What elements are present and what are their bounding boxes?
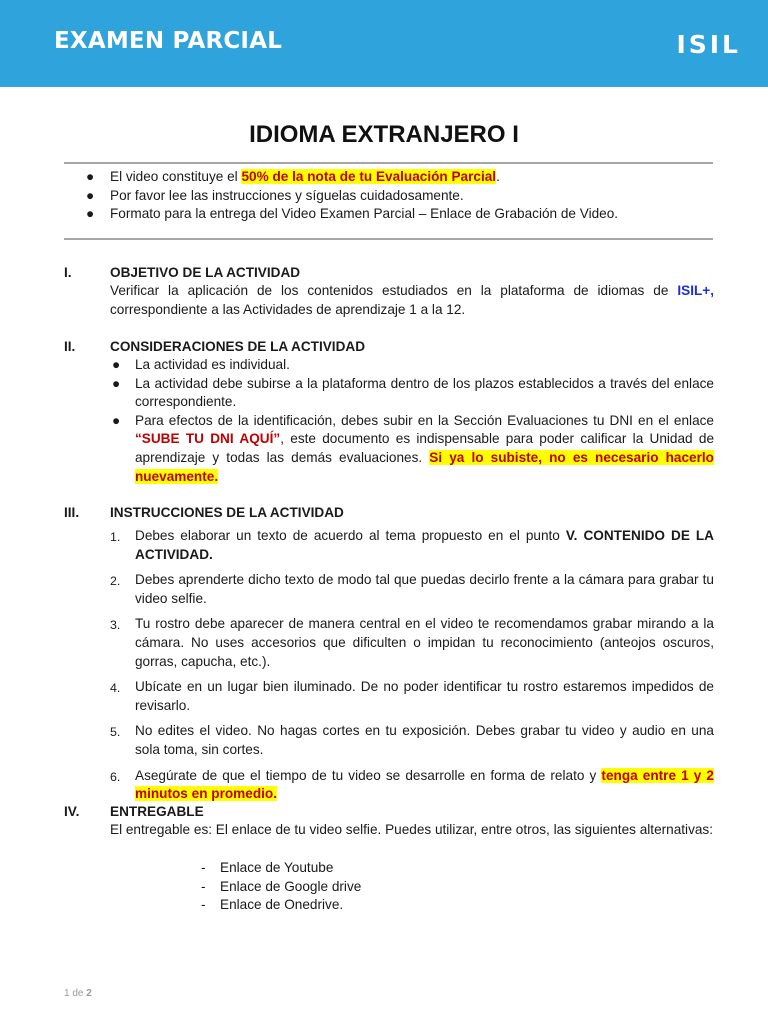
bullet-icon: ● — [112, 375, 121, 391]
item-number: 4. — [110, 681, 121, 696]
dash-icon: - — [201, 878, 206, 894]
list-item: ● Formato para la entrega del Video Examen Parcial – Enlace de Grabación de Video. — [86, 205, 716, 224]
isil-plus-link: ISIL+, — [677, 283, 714, 298]
list-item: - Enlace de Onedrive. — [198, 896, 361, 915]
section-heading: INSTRUCCIONES DE LA ACTIVIDAD — [110, 505, 344, 520]
header-title: EXAMEN PARCIAL — [54, 28, 283, 54]
section-body: Verificar la aplicación de los contenidos estudiados en la plataforma de idiomas de ISIL+, correspondiente a las Actividades de aprendizaje 1 a la 12. — [110, 283, 714, 317]
item-number: 6. — [110, 769, 121, 784]
item-number: 5. — [110, 725, 121, 740]
dash-icon: - — [201, 860, 206, 875]
intro-list — [86, 168, 716, 224]
section-number: IV. — [64, 804, 80, 819]
list-item: 2. Debes aprenderte dicho texto de modo tal que puedas decirlo frente a la cámara para grabar tu video selfie. — [110, 572, 714, 606]
header-banner — [0, 0, 768, 87]
section-heading: ENTREGABLE — [110, 804, 204, 819]
highlight: tenga entre 1 y 2 minutos en promedio. — [135, 767, 714, 802]
list-item: 6. Asegúrate de que el tiempo de tu video se desarrolle en forma de relato y tenga entre 1 y 2 minutos en promedio. — [110, 767, 714, 802]
list-item: 4. Ubícate en un lugar bien iluminado. De no poder identificar tu rostro estaremos impedidos de revisarlo. — [110, 679, 714, 713]
isil-logo: ISIL — [676, 30, 741, 59]
list-item: ● La actividad debe subirse a la plataforma dentro de los plazos establecidos a través del enlace correspondiente. — [112, 375, 714, 410]
considerations-list — [110, 356, 714, 486]
list-item: 3. Tu rostro debe aparecer de manera central en el video te recomendamos grabar mirando a la cámara. No uses accesorios que dificulten o impidan tu reconocimiento (anteojos oscuros, gorras, capucha, etc.). — [110, 616, 714, 669]
page-indicator: 1 de 2 — [64, 988, 92, 999]
highlight: 50% de la nota de tu Evaluación Parcial — [241, 169, 497, 184]
divider-bottom — [64, 238, 713, 240]
instructions-list — [110, 527, 714, 811]
item-number: 1. — [110, 530, 121, 544]
list-item: - Enlace de Youtube — [198, 859, 361, 878]
divider-top — [64, 162, 713, 164]
section-number: I. — [64, 265, 72, 280]
highlight: Si ya lo subiste, no es necesario hacerlo nuevamente. — [135, 449, 714, 484]
list-item: ● Por favor lee las instrucciones y síguelas cuidadosamente. — [86, 187, 716, 206]
list-item: ● El video constituye el 50% de la nota de tu Evaluación Parcial. — [86, 168, 716, 187]
bullet-icon: ● — [86, 206, 95, 222]
bullet-icon: ● — [112, 412, 121, 428]
list-item: ● Para efectos de la identificación, debes subir en la Sección Evaluaciones tu DNI en el enlace “SUBE TU DNI AQUÍ”, este documento es indispensable para poder calificar la Unidad de aprendizaje y todas las demás evaluaciones. Si ya lo subiste, no es necesario hacerlo nuevamente. — [112, 412, 715, 484]
section-number: II. — [64, 339, 76, 354]
bullet-icon: ● — [86, 187, 95, 203]
dash-icon: - — [201, 897, 206, 913]
bullet-icon: ● — [86, 169, 95, 184]
list-item: ● La actividad es individual. — [110, 356, 714, 375]
item-number: 3. — [110, 618, 121, 633]
section-body: El entregable es: El enlace de tu video selfie. Puedes utilizar, entre otros, las siguientes alternativas: — [110, 822, 714, 837]
section-number: III. — [64, 505, 80, 520]
document-title: IDIOMA EXTRANJERO I — [249, 121, 519, 148]
list-item: 1. Debes elaborar un texto de acuerdo al tema propuesto en el punto V. CONTENIDO DE LA ACTIVIDAD. — [110, 528, 714, 562]
delivery-options-list — [198, 859, 361, 915]
item-number: 2. — [110, 574, 121, 589]
bullet-icon: ● — [112, 357, 121, 372]
section-heading: CONSIDERACIONES DE LA ACTIVIDAD — [110, 339, 366, 354]
section-heading: OBJETIVO DE LA ACTIVIDAD — [110, 265, 301, 280]
dni-upload-link: “SUBE TU DNI AQUÍ” — [135, 431, 281, 447]
list-item: 5. No edites el video. No hagas cortes en tu exposición. Debes grabar tu video y audio en una sola toma, sin cortes. — [110, 723, 714, 757]
list-item: - Enlace de Google drive — [198, 878, 361, 897]
